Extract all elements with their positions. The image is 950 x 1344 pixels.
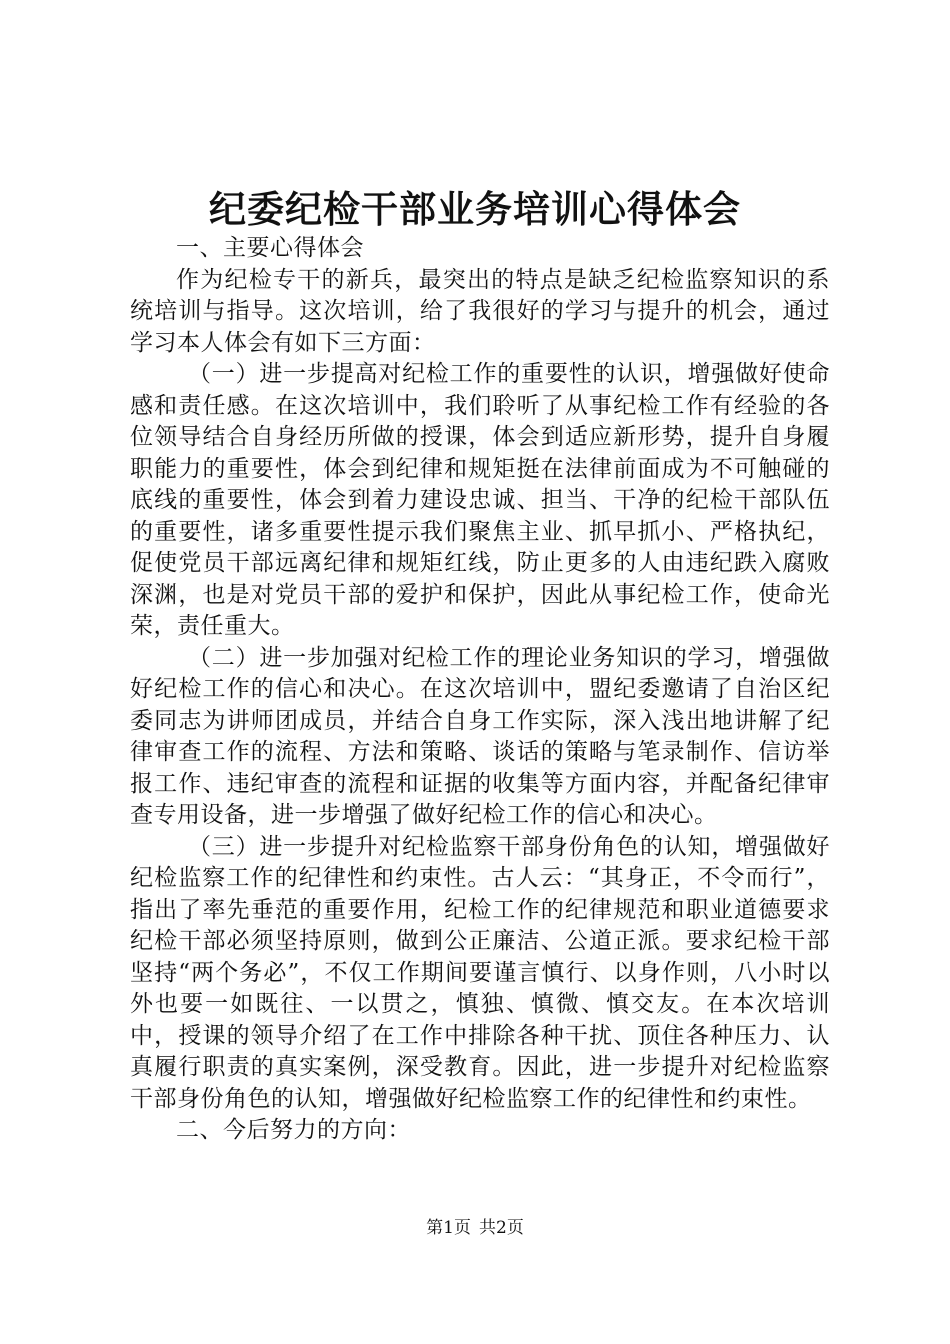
- subsection-paragraph: （二）进一步加强对纪检工作的理论业务知识的学习，增强做好纪检工作的信心和决心。在这次培训中，盟纪委邀请了自治区纪委同志为讲师团成员，并结合自身工作实际，深入浅出地讲解了纪律审查工作的流程、方法和策略、谈话的策略与笔录制作、信访举报工作、违纪审查的流程和证据的收集等方面内容，并配备纪律审查专用设备，进一步增强了做好纪检工作的信心和决心。: [130, 644, 830, 828]
- page-number: 第1页: [426, 1218, 471, 1238]
- section-heading: 二、今后努力的方向：: [176, 1117, 411, 1143]
- page-total: 共2页: [479, 1218, 524, 1238]
- body-paragraph: 作为纪检专干的新兵，最突出的特点是缺乏纪检监察知识的系统培训与指导。这次培训，给了我很好的学习与提升的机会，通过学习本人体会有如下三方面：: [130, 266, 830, 356]
- page-footer: [0, 1216, 950, 1240]
- subsection-paragraph: （三）进一步提升对纪检监察干部身份角色的认知，增强做好纪检监察工作的纪律性和约束性。古人云：“其身正，不令而行”，指出了率先垂范的重要作用，纪检工作的纪律规范和职业道德要求纪检干部必须坚持原则，做到公正廉洁、公道正派。要求纪检干部坚持“两个务必”，不仅工作期间要谨言慎行、以身作则，八小时以外也要一如既往、一以贯之，慎独、慎微、慎交友。在本次培训中，授课的领导介绍了在工作中排除各种干扰、顶住各种压力、认真履行职责的真实案例，深受教育。因此，进一步提升对纪检监察干部身份角色的认知，增强做好纪检监察工作的纪律性和约束性。: [130, 833, 830, 1112]
- subsection-paragraph: （一）进一步提高对纪检工作的重要性的认识，增强做好使命感和责任感。在这次培训中，我们聆听了从事纪检工作有经验的各位领导结合自身经历所做的授课，体会到适应新形势，提升自身履职能力的重要性，体会到纪律和规矩挺在法律前面成为不可触碰的底线的重要性，体会到着力建设忠诚、担当、干净的纪检干部队伍的重要性，诸多重要性提示我们聚焦主业、抓早抓小、严格执纪，促使党员干部远离纪律和规矩红线，防止更多的人由违纪跌入腐败深渊，也是对党员干部的爱护和保护，因此从事纪检工作，使命光荣，责任重大。: [130, 361, 830, 639]
- document-body: [130, 233, 830, 1147]
- section-heading: 一、主要心得体会: [176, 235, 364, 261]
- document-title: 纪委纪检干部业务培训心得体会: [209, 187, 741, 231]
